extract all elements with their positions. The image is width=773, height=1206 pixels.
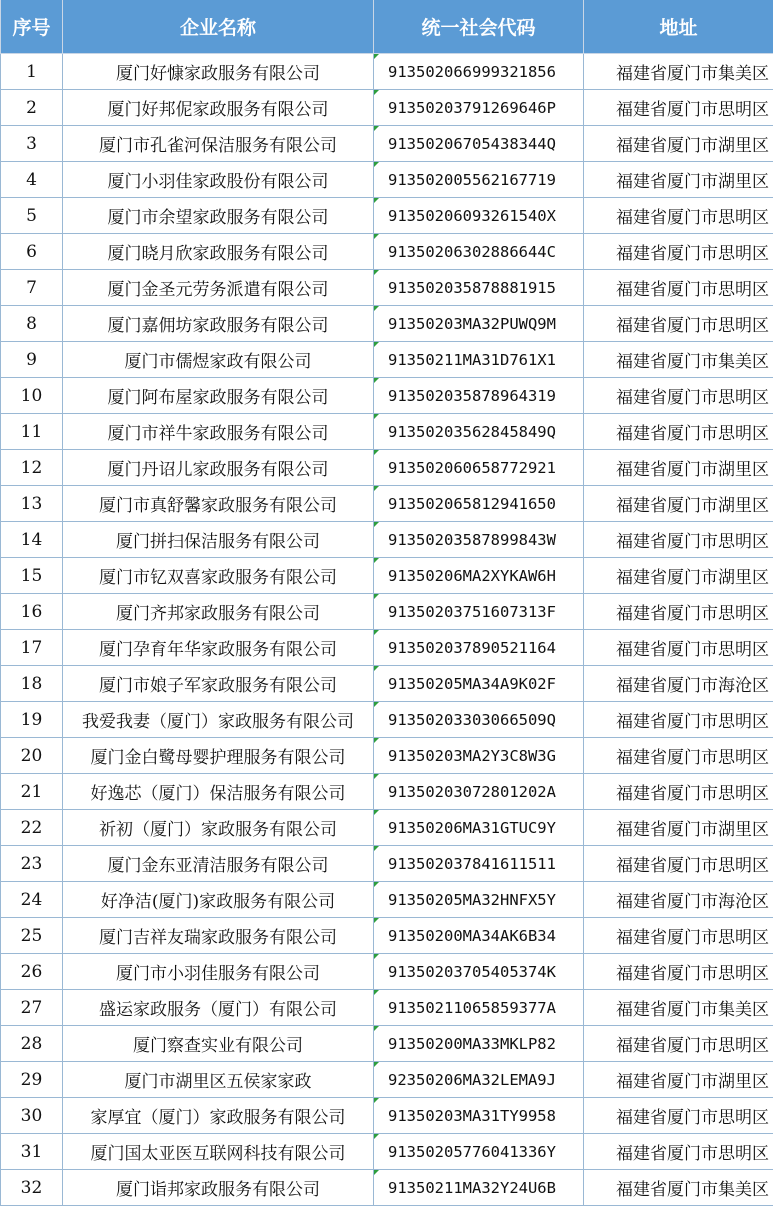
credit-code-text: 91350206705438344Q [388,134,556,153]
header-no[interactable]: 序号 [1,0,63,54]
cell-address[interactable]: 福建省厦门市思明区 [584,1026,773,1062]
cell-error-indicator-icon [374,378,379,383]
credit-code-text: 91350205MA32HNFX5Y [388,890,556,909]
cell-address[interactable]: 福建省厦门市思明区 [584,414,773,450]
cell-error-indicator-icon [374,774,379,779]
credit-code-text: 91350200MA34AK6B34 [388,926,556,945]
cell-company-name[interactable]: 厦门察查实业有限公司 [63,1026,374,1062]
cell-address[interactable]: 福建省厦门市集美区 [584,342,773,378]
cell-error-indicator-icon [374,54,379,59]
cell-address[interactable]: 福建省厦门市思明区 [584,1098,773,1134]
cell-error-indicator-icon [374,918,379,923]
cell-company-name[interactable]: 厦门金东亚清洁服务有限公司 [63,846,374,882]
table-body [1,54,773,1206]
cell-credit-code[interactable] [374,846,584,882]
cell-address[interactable]: 福建省厦门市思明区 [584,270,773,306]
credit-code-text: 913502005562167719 [388,170,556,189]
cell-error-indicator-icon [374,234,379,239]
cell-credit-code[interactable] [374,630,584,666]
cell-no[interactable]: 2 [1,90,63,126]
table-row [1,954,773,990]
table-row [1,486,773,522]
cell-no[interactable]: 6 [1,234,63,270]
cell-no[interactable]: 21 [1,774,63,810]
cell-company-name[interactable]: 厦门金圣元劳务派遣有限公司 [63,270,374,306]
credit-code-text: 913502035878881915 [388,278,556,297]
cell-error-indicator-icon [374,486,379,491]
cell-address[interactable]: 福建省厦门市思明区 [584,198,773,234]
table-row [1,774,773,810]
cell-company-name[interactable]: 厦门好邦伲家政服务有限公司 [63,90,374,126]
table-row [1,378,773,414]
cell-credit-code[interactable] [374,162,584,198]
table-row [1,414,773,450]
table-row [1,1170,773,1206]
cell-credit-code[interactable] [374,918,584,954]
cell-address[interactable]: 福建省厦门市思明区 [584,1134,773,1170]
table-row [1,1134,773,1170]
cell-credit-code[interactable] [374,450,584,486]
cell-address[interactable]: 福建省厦门市思明区 [584,738,773,774]
cell-no[interactable]: 26 [1,954,63,990]
credit-code-text: 91350205776041336Y [388,1142,556,1161]
cell-no[interactable]: 14 [1,522,63,558]
cell-address[interactable]: 福建省厦门市思明区 [584,846,773,882]
cell-credit-code[interactable] [374,126,584,162]
cell-no[interactable]: 1 [1,54,63,90]
cell-address[interactable]: 福建省厦门市湖里区 [584,486,773,522]
cell-company-name[interactable]: 厦门市祥牛家政服务有限公司 [63,414,374,450]
cell-company-name[interactable]: 厦门市小羽佳服务有限公司 [63,954,374,990]
credit-code-text: 91350203MA2Y3C8W3G [388,746,556,765]
cell-error-indicator-icon [374,198,379,203]
table-row [1,270,773,306]
cell-company-name[interactable]: 厦门市真舒馨家政服务有限公司 [63,486,374,522]
cell-credit-code[interactable] [374,594,584,630]
cell-no[interactable]: 3 [1,126,63,162]
cell-error-indicator-icon [374,90,379,95]
cell-error-indicator-icon [374,162,379,167]
table-row [1,90,773,126]
cell-company-name[interactable]: 厦门吉祥友瑞家政服务有限公司 [63,918,374,954]
table-row [1,450,773,486]
credit-code-text: 91350203791269646P [388,98,556,117]
cell-error-indicator-icon [374,450,379,455]
cell-error-indicator-icon [374,1062,379,1067]
cell-no[interactable]: 28 [1,1026,63,1062]
table-row [1,702,773,738]
cell-address[interactable]: 福建省厦门市海沧区 [584,882,773,918]
credit-code-text: 91350205MA34A9K02F [388,674,556,693]
table-row [1,306,773,342]
cell-error-indicator-icon [374,1098,379,1103]
cell-address[interactable]: 福建省厦门市湖里区 [584,810,773,846]
cell-company-name[interactable]: 厦门国太亚医互联网科技有限公司 [63,1134,374,1170]
cell-address[interactable]: 福建省厦门市思明区 [584,918,773,954]
cell-address[interactable]: 福建省厦门市思明区 [584,954,773,990]
table-row [1,522,773,558]
cell-address[interactable]: 福建省厦门市思明区 [584,378,773,414]
cell-address[interactable]: 福建省厦门市思明区 [584,702,773,738]
cell-error-indicator-icon [374,558,379,563]
cell-address[interactable]: 福建省厦门市湖里区 [584,126,773,162]
cell-company-name[interactable]: 厦门晓月欣家政服务有限公司 [63,234,374,270]
cell-company-name[interactable]: 厦门市余望家政服务有限公司 [63,198,374,234]
cell-company-name[interactable]: 厦门孕育年华家政服务有限公司 [63,630,374,666]
credit-code-text: 91350200MA33MKLP82 [388,1034,556,1053]
cell-address[interactable]: 福建省厦门市集美区 [584,1170,773,1206]
cell-address[interactable]: 福建省厦门市思明区 [584,630,773,666]
cell-error-indicator-icon [374,954,379,959]
credit-code-text: 91350203MA32PUWQ9M [388,314,556,333]
credit-code-text: 91350203562845849Q [388,422,556,441]
cell-company-name[interactable]: 厦门市钇双喜家政服务有限公司 [63,558,374,594]
credit-code-text: 913502060658772921 [388,458,556,477]
table-row [1,990,773,1026]
cell-error-indicator-icon [374,738,379,743]
cell-company-name[interactable]: 厦门诣邦家政服务有限公司 [63,1170,374,1206]
cell-no[interactable]: 16 [1,594,63,630]
cell-credit-code[interactable] [374,666,584,702]
cell-address[interactable]: 福建省厦门市湖里区 [584,558,773,594]
cell-error-indicator-icon [374,414,379,419]
table-row [1,234,773,270]
cell-error-indicator-icon [374,666,379,671]
cell-company-name[interactable]: 好净洁(厦门)家政服务有限公司 [63,882,374,918]
cell-no[interactable]: 18 [1,666,63,702]
cell-credit-code[interactable] [374,378,584,414]
cell-credit-code[interactable] [374,882,584,918]
table-row [1,126,773,162]
cell-error-indicator-icon [374,990,379,995]
cell-company-name[interactable]: 我爱我妻（厦门）家政服务有限公司 [63,702,374,738]
table-row [1,846,773,882]
credit-code-text: 91350206302886644C [388,242,556,261]
credit-code-text: 913502037841611511 [388,854,556,873]
credit-code-text: 91350203705405374K [388,962,556,981]
cell-no[interactable]: 17 [1,630,63,666]
cell-company-name[interactable]: 厦门齐邦家政服务有限公司 [63,594,374,630]
cell-no[interactable]: 10 [1,378,63,414]
cell-credit-code[interactable] [374,702,584,738]
cell-company-name[interactable]: 厦门市娘子军家政服务有限公司 [63,666,374,702]
cell-no[interactable]: 4 [1,162,63,198]
cell-credit-code[interactable] [374,954,584,990]
table-row [1,1026,773,1062]
cell-credit-code[interactable] [374,414,584,450]
cell-error-indicator-icon [374,306,379,311]
header-address[interactable]: 地址 [584,0,773,54]
cell-no[interactable]: 7 [1,270,63,306]
cell-company-name[interactable]: 厦门市儒煜家政有限公司 [63,342,374,378]
table-row [1,342,773,378]
cell-address[interactable]: 福建省厦门市集美区 [584,54,773,90]
cell-no[interactable]: 25 [1,918,63,954]
cell-no[interactable]: 20 [1,738,63,774]
credit-code-text: 91350203MA31TY9958 [388,1106,556,1125]
credit-code-text: 91350203072801202A [388,782,556,801]
cell-company-name[interactable]: 厦门拼扫保洁服务有限公司 [63,522,374,558]
cell-credit-code[interactable] [374,342,584,378]
cell-address[interactable]: 福建省厦门市思明区 [584,90,773,126]
cell-address[interactable]: 福建省厦门市思明区 [584,594,773,630]
cell-company-name[interactable]: 家厚宜（厦门）家政服务有限公司 [63,1098,374,1134]
credit-code-text: 91350211065859377A [388,998,556,1017]
credit-code-text: 913502035878964319 [388,386,556,405]
cell-credit-code[interactable] [374,558,584,594]
cell-address[interactable]: 福建省厦门市集美区 [584,990,773,1026]
cell-credit-code[interactable] [374,486,584,522]
cell-no[interactable]: 5 [1,198,63,234]
cell-error-indicator-icon [374,594,379,599]
cell-address[interactable]: 福建省厦门市思明区 [584,774,773,810]
cell-error-indicator-icon [374,1026,379,1031]
cell-address[interactable]: 福建省厦门市思明区 [584,234,773,270]
cell-no[interactable]: 23 [1,846,63,882]
cell-company-name[interactable]: 厦门丹诏儿家政服务有限公司 [63,450,374,486]
cell-credit-code[interactable] [374,522,584,558]
cell-no[interactable]: 15 [1,558,63,594]
cell-no[interactable]: 12 [1,450,63,486]
cell-credit-code[interactable] [374,54,584,90]
credit-code-text: 91350203751607313F [388,602,556,621]
credit-code-text: 91350211MA31D761X1 [388,350,556,369]
cell-no[interactable]: 24 [1,882,63,918]
table-row [1,630,773,666]
cell-no[interactable]: 13 [1,486,63,522]
cell-no[interactable]: 31 [1,1134,63,1170]
table-row [1,810,773,846]
cell-credit-code[interactable] [374,306,584,342]
credit-code-text: 91350211MA32Y24U6B [388,1178,556,1197]
cell-company-name[interactable]: 厦门阿布屋家政服务有限公司 [63,378,374,414]
cell-error-indicator-icon [374,342,379,347]
table-row [1,594,773,630]
cell-company-name[interactable]: 祈初（厦门）家政服务有限公司 [63,810,374,846]
cell-no[interactable]: 9 [1,342,63,378]
cell-company-name[interactable]: 厦门小羽佳家政股份有限公司 [63,162,374,198]
cell-address[interactable]: 福建省厦门市湖里区 [584,1062,773,1098]
credit-code-text: 91350203587899843W [388,530,556,549]
credit-code-text: 91350203303066509Q [388,710,556,729]
header-row [1,0,773,54]
cell-credit-code[interactable] [374,1134,584,1170]
credit-code-text: 913502066999321856 [388,62,556,81]
header-credit-code[interactable]: 统一社会代码 [374,0,584,54]
cell-credit-code[interactable] [374,1062,584,1098]
cell-credit-code[interactable] [374,1170,584,1206]
cell-company-name[interactable]: 好逸芯（厦门）保洁服务有限公司 [63,774,374,810]
cell-error-indicator-icon [374,522,379,527]
cell-company-name[interactable]: 厦门好慷家政服务有限公司 [63,54,374,90]
cell-no[interactable]: 22 [1,810,63,846]
credit-code-text: 913502065812941650 [388,494,556,513]
credit-code-text: 91350206MA2XYKAW6H [388,566,556,585]
cell-address[interactable]: 福建省厦门市湖里区 [584,162,773,198]
cell-credit-code[interactable] [374,198,584,234]
cell-credit-code[interactable] [374,90,584,126]
table-row [1,738,773,774]
cell-error-indicator-icon [374,126,379,131]
header-company-name[interactable]: 企业名称 [63,0,374,54]
cell-no[interactable]: 27 [1,990,63,1026]
cell-no[interactable]: 30 [1,1098,63,1134]
cell-error-indicator-icon [374,1134,379,1139]
cell-credit-code[interactable] [374,270,584,306]
table-row [1,1062,773,1098]
cell-company-name[interactable]: 盛运家政服务（厦门）有限公司 [63,990,374,1026]
table-row [1,162,773,198]
table-row [1,882,773,918]
table-row [1,1098,773,1134]
cell-credit-code[interactable] [374,990,584,1026]
table-row [1,198,773,234]
cell-no[interactable]: 32 [1,1170,63,1206]
cell-credit-code[interactable] [374,774,584,810]
cell-address[interactable]: 福建省厦门市湖里区 [584,450,773,486]
cell-address[interactable]: 福建省厦门市思明区 [584,306,773,342]
cell-error-indicator-icon [374,1170,379,1175]
cell-no[interactable]: 8 [1,306,63,342]
cell-credit-code[interactable] [374,234,584,270]
credit-code-text: 91350206MA31GTUC9Y [388,818,556,837]
credit-code-text: 92350206MA32LEMA9J [388,1070,556,1089]
cell-address[interactable]: 福建省厦门市思明区 [584,522,773,558]
cell-no[interactable]: 19 [1,702,63,738]
table-row [1,54,773,90]
cell-company-name[interactable]: 厦门市湖里区五侯家家政 [63,1062,374,1098]
table-row [1,666,773,702]
cell-error-indicator-icon [374,270,379,275]
cell-error-indicator-icon [374,702,379,707]
cell-credit-code[interactable] [374,738,584,774]
cell-company-name[interactable]: 厦门金白鹭母婴护理服务有限公司 [63,738,374,774]
cell-no[interactable]: 11 [1,414,63,450]
cell-no[interactable]: 29 [1,1062,63,1098]
cell-company-name[interactable]: 厦门嘉佣坊家政服务有限公司 [63,306,374,342]
credit-code-text: 91350206093261540X [388,206,556,225]
cell-error-indicator-icon [374,810,379,815]
cell-error-indicator-icon [374,846,379,851]
cell-credit-code[interactable] [374,810,584,846]
cell-error-indicator-icon [374,882,379,887]
cell-credit-code[interactable] [374,1026,584,1062]
cell-error-indicator-icon [374,630,379,635]
cell-address[interactable]: 福建省厦门市海沧区 [584,666,773,702]
cell-credit-code[interactable] [374,1098,584,1134]
table-row [1,918,773,954]
table-row [1,558,773,594]
credit-code-text: 913502037890521164 [388,638,556,657]
cell-company-name[interactable]: 厦门市孔雀河保洁服务有限公司 [63,126,374,162]
